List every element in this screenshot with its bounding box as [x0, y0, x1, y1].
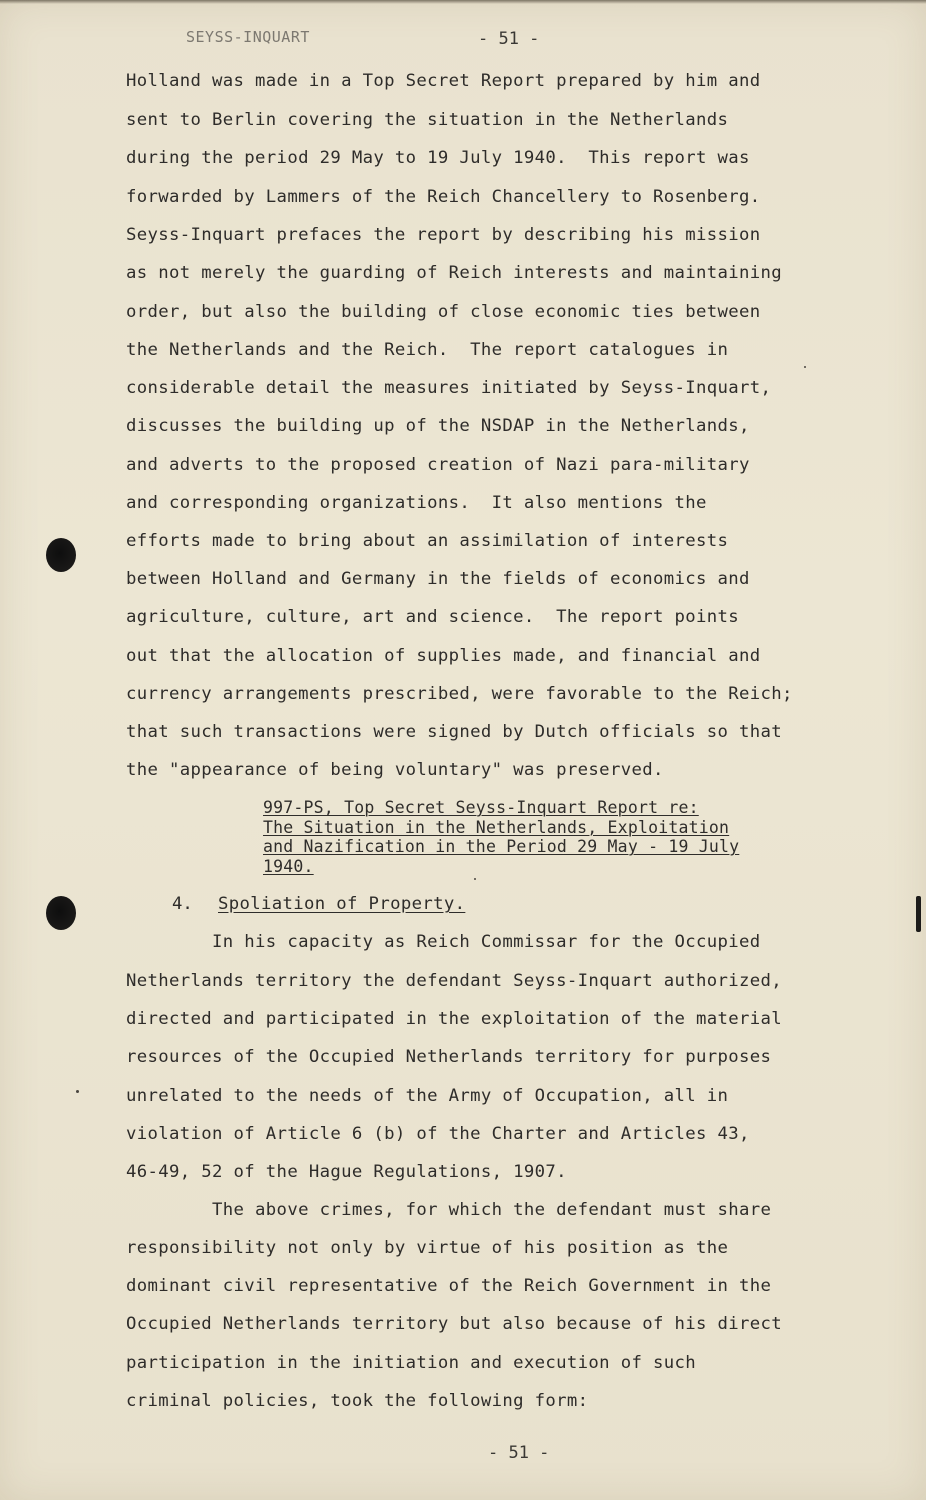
paragraph-line: In his capacity as Reich Commissar for the Occupied [126, 932, 761, 952]
paragraph-line: as not merely the guarding of Reich interests and maintaining [126, 263, 783, 283]
section-number: 4. [172, 894, 193, 914]
document-citation [263, 798, 739, 876]
citation-line: and Nazification in the Period 29 May - 19 July [263, 837, 740, 856]
header-page-number: - 51 - [478, 29, 540, 49]
paragraph-line: and corresponding organizations. It also mentions the [126, 493, 707, 513]
paragraph-line: and adverts to the proposed creation of Nazi para-military [126, 455, 750, 475]
paragraph-line: forwarded by Lammers of the Reich Chancellery to Rosenberg. [126, 187, 761, 207]
paragraph-line: Holland was made in a Top Secret Report prepared by him and [126, 71, 761, 91]
paragraph-line: during the period 29 May to 19 July 1940. This report was [126, 148, 750, 168]
paragraph-line: Occupied Netherlands territory but also because of his direct [126, 1314, 783, 1334]
paragraph-line: Seyss-Inquart prefaces the report by describing his mission [126, 225, 761, 245]
paragraph-line: criminal policies, took the following form: [126, 1391, 589, 1411]
paragraph-line: dominant civil representative of the Reich Government in the [126, 1276, 772, 1296]
punch-hole [46, 538, 76, 572]
paragraph-line: order, but also the building of close economic ties between [126, 302, 761, 322]
paragraph-line: discusses the building up of the NSDAP in the Netherlands, [126, 416, 750, 436]
paragraph-line: agriculture, culture, art and science. The report points [126, 607, 739, 627]
paragraph-line: The above crimes, for which the defendant must share [126, 1200, 772, 1220]
paragraph-line: violation of Article 6 (b) of the Charter and Articles 43, [126, 1124, 750, 1144]
paper-speck [76, 1090, 79, 1093]
paragraph-line: that such transactions were signed by Dutch officials so that [126, 722, 783, 742]
paragraph-line: efforts made to bring about an assimilation of interests [126, 531, 729, 551]
paragraph-line: Netherlands territory the defendant Seyss-Inquart authorized, [126, 971, 783, 991]
paragraph-line: the Netherlands and the Reich. The report catalogues in [126, 340, 729, 360]
paragraph-line: responsibility not only by virtue of his position as the [126, 1238, 729, 1258]
binding-edge-mark [916, 896, 921, 932]
punch-hole [46, 896, 76, 930]
footer-page-number: - 51 - [488, 1443, 550, 1463]
paper-speck [804, 366, 806, 368]
citation-line: 1940. [263, 856, 314, 876]
paragraph-line: the "appearance of being voluntary" was preserved. [126, 760, 664, 780]
paragraph-line: currency arrangements prescribed, were favorable to the Reich; [126, 684, 793, 704]
paragraph-line: unrelated to the needs of the Army of Occupation, all in [126, 1086, 729, 1106]
page-top-edge [0, 0, 926, 4]
citation-line: The Situation in the Netherlands, Exploitation [263, 817, 730, 837]
paragraph-line: considerable detail the measures initiated by Seyss-Inquart, [126, 378, 772, 398]
running-header-name: SEYSS-INQUART [186, 28, 310, 46]
paragraph-line: 46-49, 52 of the Hague Regulations, 1907. [126, 1162, 567, 1182]
section-title: Spoliation of Property. [218, 894, 466, 914]
paragraph-line: directed and participated in the exploitation of the material [126, 1009, 783, 1029]
paragraph-line: sent to Berlin covering the situation in the Netherlands [126, 110, 729, 130]
paragraph-line: participation in the initiation and execution of such [126, 1353, 696, 1373]
paper-speck [474, 878, 476, 880]
paragraph-line: resources of the Occupied Netherlands territory for purposes [126, 1047, 772, 1067]
paragraph-line: out that the allocation of supplies made, and financial and [126, 646, 761, 666]
paragraph-line: between Holland and Germany in the fields of economics and [126, 569, 750, 589]
citation-line: 997-PS, Top Secret Seyss-Inquart Report re: [263, 798, 699, 817]
